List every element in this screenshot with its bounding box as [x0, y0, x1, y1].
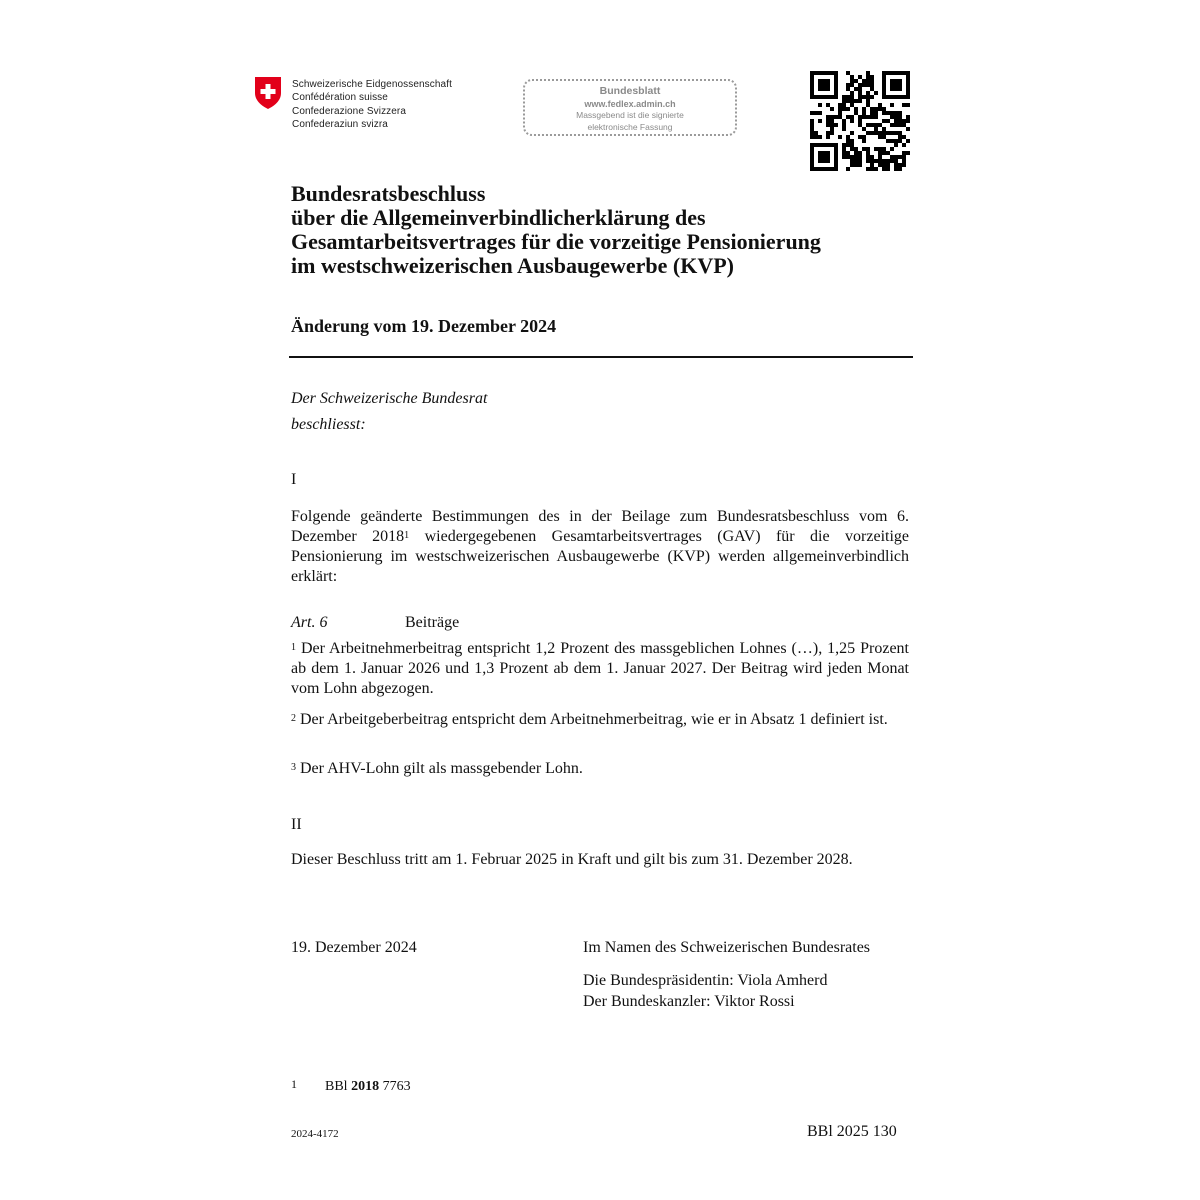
article-paragraph-2	[291, 710, 909, 730]
article-paragraph-1	[291, 639, 909, 699]
intro-text-end: wiedergegebenen Gesamtarbeitsvertrages (GAV) für die vorzeitige Pensionierung im westschweizerischen Ausbaugewerbe (KVP) werden allgemeinverbindlich erklärt:	[291, 528, 910, 585]
title-divider	[289, 356, 913, 358]
article-paragraph-3	[291, 759, 909, 779]
article-title: Beiträge	[405, 614, 460, 631]
paragraph-text: Der Arbeitgeberbeitrag entspricht dem Arbeitnehmerbeitrag, wie er in Absatz 1 definiert ist.	[296, 711, 888, 728]
title-line-4: im westschweizerischen Ausbaugewerbe (KVP)	[291, 253, 734, 278]
footnote-number: 1	[291, 1077, 297, 1091]
footnote	[291, 1077, 411, 1095]
signatory-president: Die Bundespräsidentin: Viola Amherd	[583, 972, 828, 989]
confederation-name-fr: Confédération suisse	[292, 92, 388, 104]
title-line-1: Bundesratsbeschluss	[291, 181, 486, 206]
bundesblatt-reference: BBl 2025 130	[807, 1123, 897, 1140]
paragraph-mark: 1	[291, 642, 296, 653]
paragraph-text: Der Arbeitnehmerbeitrag entspricht 1,2 Prozent des massgeblichen Lohnes (…), 1,25 Prozent ab dem 1. Januar 2026 und 1,3 Prozent ab dem 1. Januar 2027. Der Beitrag wird jeden Monat vom Lohn abgezogen.	[291, 640, 909, 697]
footnote-prefix: BBl	[325, 1079, 352, 1094]
section-1-intro	[291, 507, 909, 587]
section-2-text: Dieser Beschluss tritt am 1. Februar 2025 in Kraft und gilt bis zum 31. Dezember 2028.	[291, 851, 853, 868]
stamp-note-line2: elektronische Fassung	[587, 121, 673, 132]
stamp-note-line1: Massgebend ist die signierte	[576, 110, 684, 120]
title-line-2: über die Allgemeinverbindlicherklärung des	[291, 205, 706, 230]
qr-code-icon	[810, 71, 910, 171]
footnote-page: 7763	[379, 1079, 411, 1094]
document-title	[291, 182, 931, 278]
article-number: Art. 6	[291, 614, 328, 631]
paragraph-text: Der AHV-Lohn gilt als massgebender Lohn.	[296, 760, 583, 777]
paragraph-mark: 2	[291, 713, 296, 724]
signatory-chancellor: Der Bundeskanzler: Viktor Rossi	[583, 993, 795, 1010]
title-line-3: Gesamtarbeitsvertrages für die vorzeitige Pensionierung	[291, 229, 821, 254]
article-heading	[291, 614, 459, 632]
section-numeral-2: II	[291, 816, 302, 833]
stamp-title: Bundesblatt	[599, 85, 661, 97]
confederation-names	[292, 78, 452, 132]
confederation-name-de: Schweizerische Eidgenossenschaft	[292, 79, 452, 90]
preamble	[291, 386, 487, 438]
footnote-year: 2018	[351, 1079, 380, 1094]
swiss-coat-of-arms-icon	[254, 76, 282, 110]
signatories	[583, 970, 827, 1012]
confederation-name-it: Confederazione Svizzera	[292, 105, 407, 117]
intro-text-start: Folgende geänderte Bestimmungen des in der Beilage zum Bundesratsbeschluss vom 6. Dezember 2018	[291, 508, 909, 545]
preamble-authority: Der Schweizerische Bundesrat	[291, 390, 488, 407]
preamble-resolves: beschliesst:	[291, 416, 366, 433]
amendment-date: Änderung vom 19. Dezember 2024	[291, 316, 557, 336]
signature-on-behalf: Im Namen des Schweizerischen Bundesrates	[583, 939, 871, 956]
document-number: 2024-4172	[291, 1128, 339, 1140]
stamp-url: www.fedlex.admin.ch	[584, 99, 676, 109]
section-numeral-1: I	[291, 471, 297, 488]
footnote-reference[interactable]: 1	[404, 530, 410, 541]
confederation-name-rm: Confederaziun svizra	[292, 119, 388, 131]
paragraph-mark: 3	[291, 762, 296, 773]
bundesblatt-stamp	[523, 79, 737, 136]
signature-date: 19. Dezember 2024	[291, 939, 417, 956]
